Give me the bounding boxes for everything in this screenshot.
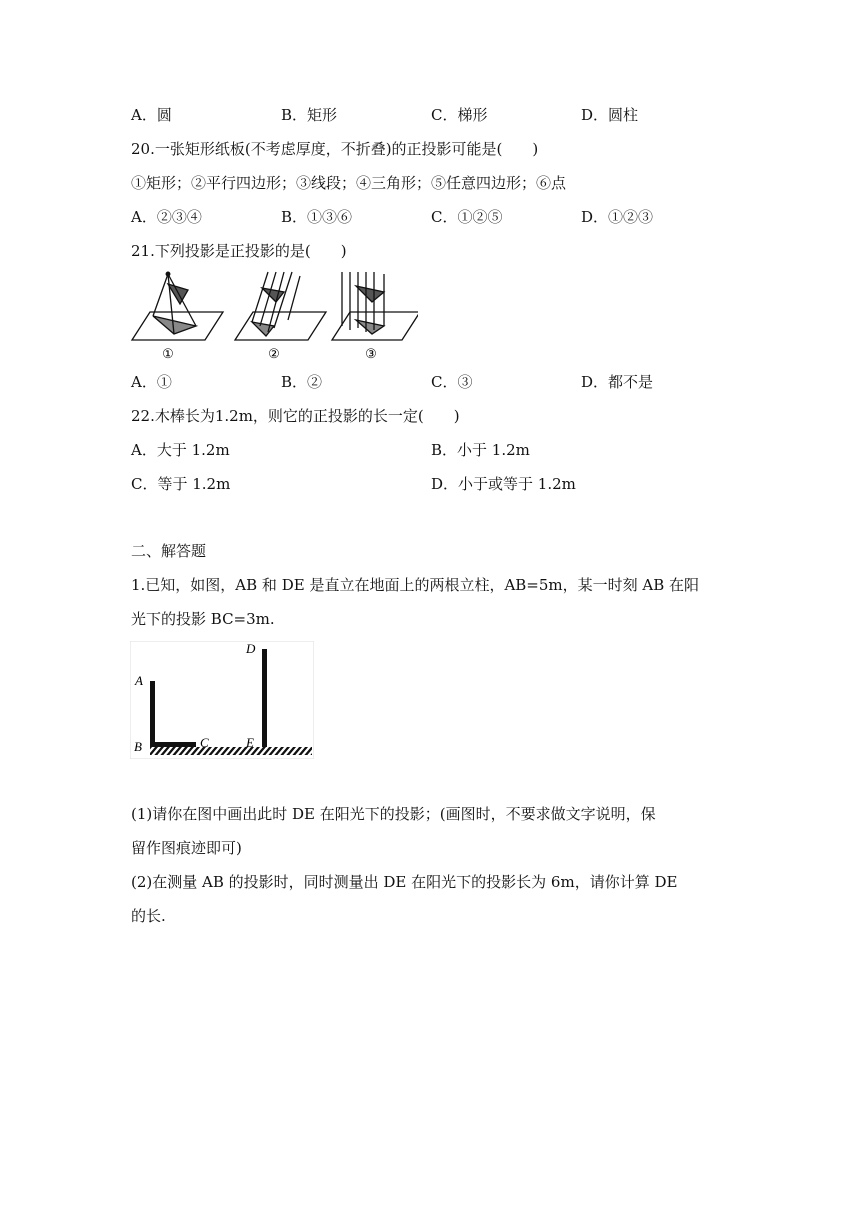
q20-option-d: D．①②③	[581, 208, 654, 226]
q19-option-c: C．梯形	[431, 106, 488, 124]
sub2-line2: 的长.	[131, 907, 166, 925]
q20-option-b: B．①③⑥	[281, 208, 353, 226]
q19-option-b: B．矩形	[281, 106, 338, 124]
q21-option-c: C．③	[431, 373, 473, 391]
problem1-line2: 光下的投影 BC=3m.	[131, 610, 275, 628]
q21-figure-3-label: ③	[365, 346, 377, 361]
q21-option-d: D．都不是	[581, 373, 654, 391]
label-a: A	[135, 673, 143, 688]
q22-option-a: A．大于 1.2m	[131, 441, 230, 459]
label-e: E	[246, 735, 254, 750]
section-heading: 二、解答题	[131, 542, 207, 560]
label-b: B	[134, 739, 142, 754]
q22-option-b: B．小于 1.2m	[431, 441, 530, 459]
problem1-figure	[130, 641, 314, 759]
ground-hatch	[150, 747, 312, 755]
q21-figure-1	[132, 272, 223, 340]
q21-figure	[128, 270, 418, 362]
q20-list: ①矩形；②平行四边形；③线段；④三角形；⑤任意四边形；⑥点	[131, 174, 567, 192]
q21-stem: 21.下列投影是正投影的是( )	[131, 242, 347, 260]
q20-stem: 20.一张矩形纸板(不考虑厚度，不折叠)的正投影可能是( )	[131, 140, 539, 158]
shadow-bc	[150, 742, 196, 747]
q19-option-d: D．圆柱	[581, 106, 639, 124]
pole-ab	[150, 681, 155, 747]
q21-figure-2-label: ②	[268, 346, 280, 361]
q22-option-c: C．等于 1.2m	[131, 475, 231, 493]
q21-figure-1-label: ①	[162, 346, 174, 361]
sub1-line2: 留作图痕迹即可)	[131, 839, 242, 857]
problem1-line1: 1.已知，如图，AB 和 DE 是直立在地面上的两根立柱，AB=5m，某一时刻 AB 在阳	[131, 576, 700, 594]
q21-option-b: B．②	[281, 373, 323, 391]
q20-option-c: C．①②⑤	[431, 208, 503, 226]
q19-option-a: A．圆	[131, 106, 172, 124]
q21-figure-2	[235, 272, 326, 340]
sub2-line1: (2)在测量 AB 的投影时，同时测量出 DE 在阳光下的投影长为 6m，请你计算 DE	[131, 873, 678, 891]
label-d: D	[246, 641, 256, 656]
q22-stem: 22.木棒长为1.2m，则它的正投影的长一定( )	[131, 407, 460, 425]
q22-option-d: D．小于或等于 1.2m	[431, 475, 576, 493]
q21-figure-3	[332, 272, 418, 340]
pole-de	[262, 649, 267, 747]
q21-option-a: A．①	[131, 373, 172, 391]
sub1-line1: (1)请你在图中画出此时 DE 在阳光下的投影；(画图时，不要求做文字说明，保	[131, 805, 656, 823]
label-c: C	[200, 735, 209, 750]
q20-option-a: A．②③④	[131, 208, 202, 226]
